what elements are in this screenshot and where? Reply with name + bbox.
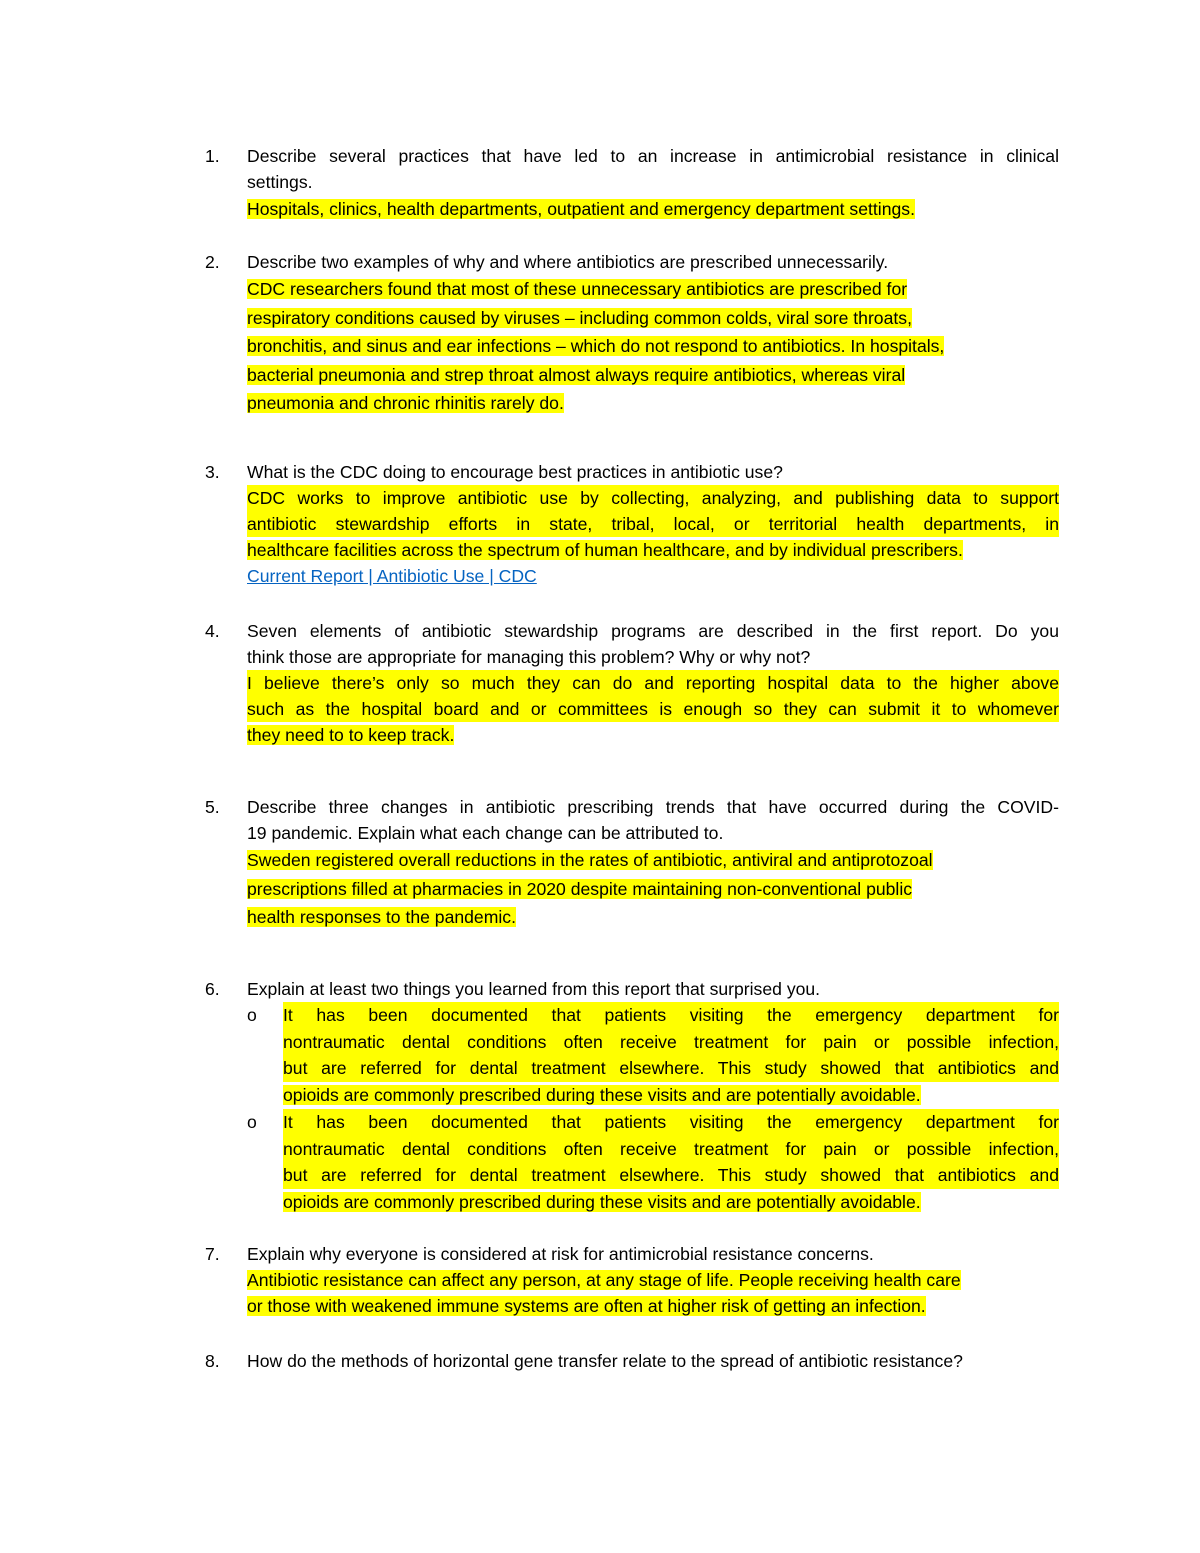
bullet-marker: o: [247, 1005, 257, 1025]
question-number: 1.: [205, 146, 220, 166]
answer-text: CDC researchers found that most of these unnecessary antibiotics are prescribed for: [247, 279, 908, 299]
bullet-text: It has been documented that patients visiting the emergency department for: [283, 1002, 1059, 1029]
answer-text: health responses to the pandemic.: [247, 907, 516, 927]
bullet-text: opioids are commonly prescribed during these visits and are potentially avoidable.: [283, 1192, 921, 1213]
bullet-text: nontraumatic dental conditions often receive treatment for pain or possible infection,: [283, 1136, 1059, 1163]
answer-text: I believe there’s only so much they can do and reporting hospital data to the higher above: [247, 670, 1059, 696]
answer-text: bacterial pneumonia and strep throat almost always require antibiotics, whereas viral: [247, 364, 906, 385]
question-text: What is the CDC doing to encourage best practices in antibiotic use?: [247, 462, 783, 482]
question-number: 6.: [205, 979, 220, 999]
question-number: 3.: [205, 462, 220, 482]
bullet-text: nontraumatic dental conditions often receive treatment for pain or possible infection,: [283, 1029, 1059, 1056]
answer-text: such as the hospital board and or committees is enough so they can submit it to whomever: [247, 696, 1059, 722]
answer-text: Sweden registered overall reductions in the rates of antibiotic, antiviral and antiprotozoal: [247, 850, 933, 870]
question-text: 19 pandemic. Explain what each change can be attributed to.: [247, 823, 724, 843]
answer-text: pneumonia and chronic rhinitis rarely do.: [247, 393, 564, 413]
bullet-text: but are referred for dental treatment elsewhere. This study showed that antibiotics and: [283, 1055, 1059, 1082]
bullet-text: opioids are commonly prescribed during these visits and are potentially avoidable.: [283, 1085, 921, 1106]
answer-text: CDC works to improve antibiotic use by collecting, analyzing, and publishing data to support: [247, 485, 1059, 511]
bullet-marker: o: [247, 1112, 257, 1132]
question-text: Describe two examples of why and where antibiotics are prescribed unnecessarily.: [247, 252, 889, 272]
question-text: Seven elements of antibiotic stewardship programs are described in the first report. Do you: [247, 621, 1059, 641]
cdc-report-link[interactable]: Current Report | Antibiotic Use | CDC: [247, 566, 537, 586]
answer-text: prescriptions filled at pharmacies in 2020 despite maintaining non-conventional public: [247, 878, 913, 899]
answer-text: they need to to keep track.: [247, 725, 455, 745]
question-number: 8.: [205, 1351, 220, 1371]
answer-text: or those with weakened immune systems are often at higher risk of getting an infection.: [247, 1296, 926, 1316]
question-text: Describe several practices that have led to an increase in antimicrobial resistance in clinical: [247, 146, 1059, 166]
answer-text: healthcare facilities across the spectrum of human healthcare, and by individual prescribers.: [247, 540, 963, 560]
answer-text: Antibiotic resistance can affect any person, at any stage of life. People receiving health care: [247, 1270, 961, 1290]
bullet-text: but are referred for dental treatment elsewhere. This study showed that antibiotics and: [283, 1162, 1059, 1189]
answer-text: Hospitals, clinics, health departments, outpatient and emergency department settings.: [247, 199, 915, 219]
answer-text: bronchitis, and sinus and ear infections – which do not respond to antibiotics. In hospitals,: [247, 336, 945, 356]
question-text: How do the methods of horizontal gene transfer relate to the spread of antibiotic resistance?: [247, 1351, 963, 1371]
answer-text: antibiotic stewardship efforts in state, tribal, local, or territorial health departments, in: [247, 511, 1059, 537]
question-number: 7.: [205, 1244, 220, 1264]
question-number: 2.: [205, 252, 220, 272]
question-text: Describe three changes in antibiotic prescribing trends that have occurred during the COVID-: [247, 797, 1059, 817]
question-text: think those are appropriate for managing this problem? Why or why not?: [247, 647, 811, 667]
question-text: settings.: [247, 172, 313, 192]
question-number: 5.: [205, 797, 220, 817]
question-text: Explain at least two things you learned from this report that surprised you.: [247, 979, 821, 999]
question-number: 4.: [205, 621, 220, 641]
bullet-text: It has been documented that patients visiting the emergency department for: [283, 1109, 1059, 1136]
question-text: Explain why everyone is considered at risk for antimicrobial resistance concerns.: [247, 1244, 874, 1264]
answer-text: respiratory conditions caused by viruses – including common colds, viral sore throats,: [247, 307, 912, 328]
